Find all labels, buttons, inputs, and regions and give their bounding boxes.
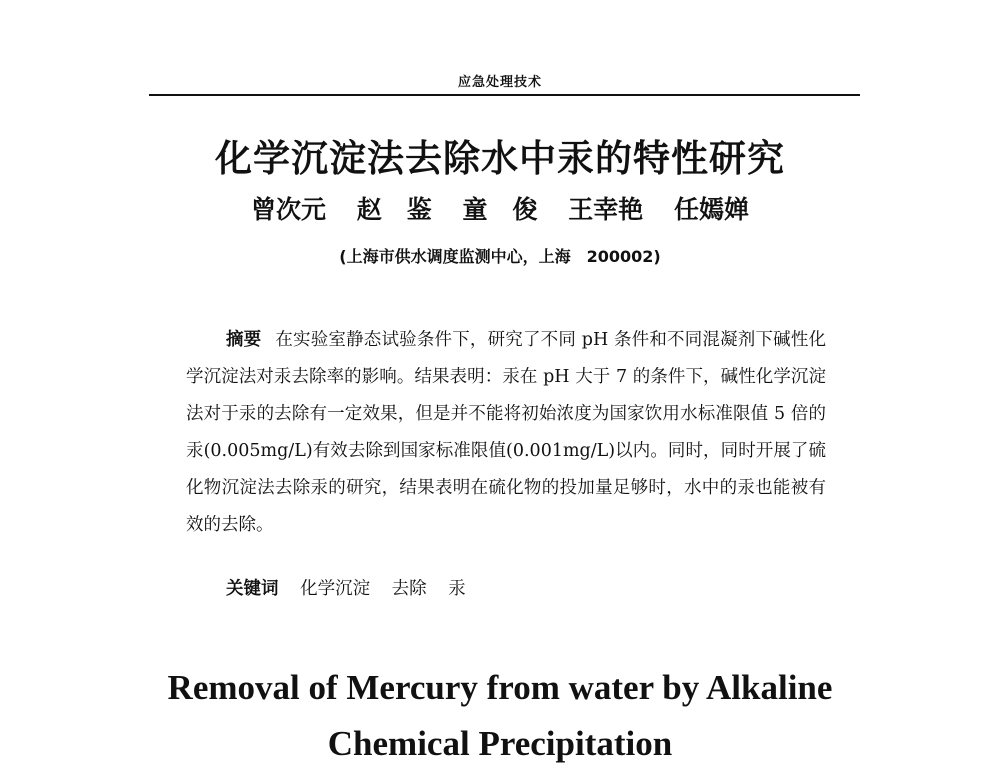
english-title xyxy=(0,660,1000,772)
author: 任嫣婵 xyxy=(673,195,749,224)
author: 童 俊 xyxy=(462,195,538,224)
keyword: 化学沉淀 xyxy=(300,579,371,599)
keyword: 汞 xyxy=(448,579,466,599)
abstract-label: 摘要 xyxy=(226,330,262,350)
author: 王幸艳 xyxy=(568,195,644,224)
affiliation: (上海市供水调度监测中心，上海 200002) xyxy=(339,247,661,266)
keywords xyxy=(226,575,482,600)
header-rule xyxy=(149,94,860,96)
abstract xyxy=(186,322,826,544)
author-list xyxy=(0,190,1000,226)
english-title-line-1: Removal of Mercury from water by Alkaline xyxy=(167,668,833,707)
abstract-text: 在实验室静态试验条件下，研究了不同 pH 条件和不同混凝剂下碱性化学沉淀法对汞去除率的影响。结果表明：汞在 pH 大于 7 的条件下，碱性化学沉淀法对于汞的去除有一定效果，但是并不能将初始浓度为国家饮用水标准限值 5 倍的汞(0.005mg/L)有效去除到国家标准限值(0.001mg/L)以内。同时，同时开展了硫化物沉淀法去除汞的研究，结果表明在硫化物的投加量足够时，水中的汞也能被有效的去除。 xyxy=(186,330,826,535)
author: 赵 鉴 xyxy=(356,195,432,224)
running-head: 应急处理技术 xyxy=(457,75,542,90)
author: 曾次元 xyxy=(251,195,327,224)
keyword: 去除 xyxy=(391,579,427,599)
chinese-title: 化学沉淀法去除水中汞的特性研究 xyxy=(215,137,785,180)
english-title-line-2: Chemical Precipitation xyxy=(327,724,673,763)
keywords-label: 关键词 xyxy=(226,579,279,599)
